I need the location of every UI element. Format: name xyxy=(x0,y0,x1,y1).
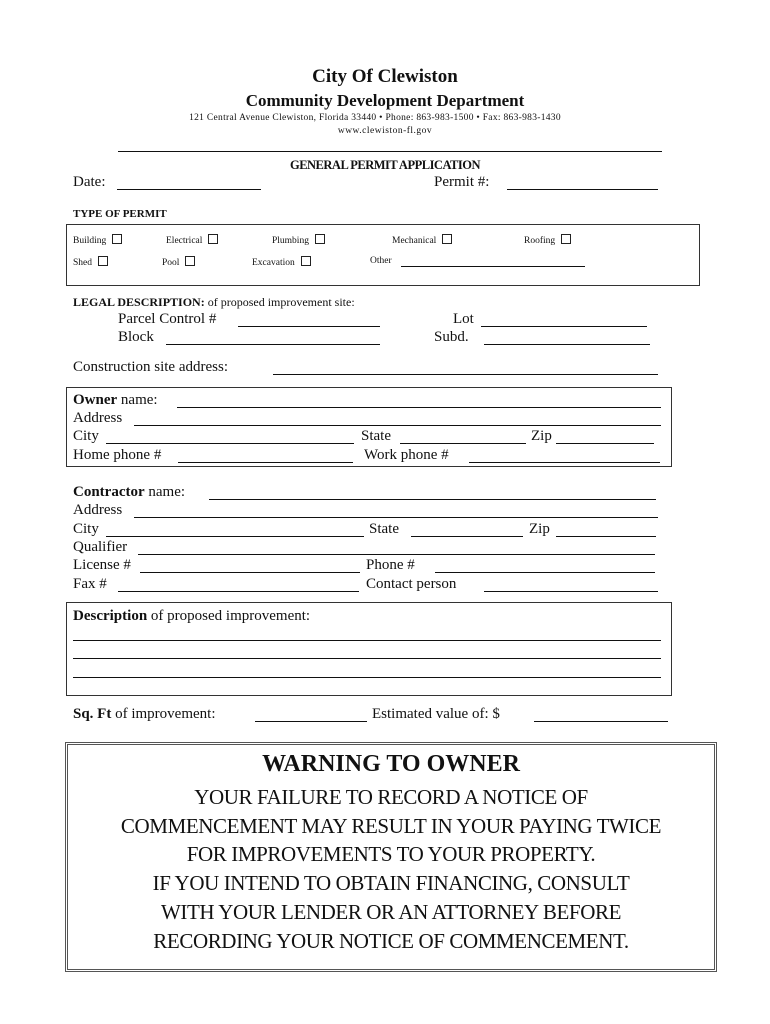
header-divider xyxy=(118,151,662,152)
owner-state-field[interactable] xyxy=(400,443,526,444)
contractor-phone-field[interactable] xyxy=(435,572,655,573)
permit-type-other-field[interactable] xyxy=(401,266,585,267)
contractor-state-label: State xyxy=(369,521,399,537)
description-line-1[interactable] xyxy=(73,640,661,641)
checkbox-icon[interactable] xyxy=(98,256,108,266)
lot-field[interactable] xyxy=(481,326,647,327)
checkbox-icon[interactable] xyxy=(561,234,571,244)
owner-city-label: City xyxy=(73,428,99,444)
contractor-phone-label: Phone # xyxy=(366,557,415,573)
permit-type-plumbing[interactable]: Plumbing xyxy=(272,234,325,246)
estimated-value-label: Estimated value of: $ xyxy=(372,706,500,722)
type-of-permit-heading: TYPE OF PERMIT xyxy=(73,208,167,220)
date-field[interactable] xyxy=(117,189,261,190)
qualifier-field[interactable] xyxy=(138,554,655,555)
description-label: Description of proposed improvement: xyxy=(73,608,311,624)
subd-label: Subd. xyxy=(434,329,469,345)
contact-person-field[interactable] xyxy=(484,591,658,592)
owner-work-phone-field[interactable] xyxy=(469,462,660,463)
checkbox-icon[interactable] xyxy=(112,234,122,244)
license-label: License # xyxy=(73,557,131,573)
contractor-name-field[interactable] xyxy=(209,499,656,500)
permit-type-other-label: Other xyxy=(370,256,392,266)
permit-type-excavation[interactable]: Excavation xyxy=(252,256,311,268)
contractor-address-label: Address xyxy=(73,502,123,518)
parcel-control-label: Parcel Control # xyxy=(118,311,217,327)
owner-home-phone-label: Home phone # xyxy=(73,447,162,463)
sqft-label: Sq. Ft of improvement: xyxy=(73,706,216,722)
contractor-zip-label: Zip xyxy=(529,521,550,537)
permit-type-electrical[interactable]: Electrical xyxy=(166,234,218,246)
owner-state-label: State xyxy=(361,428,391,444)
owner-address-label: Address xyxy=(73,410,123,426)
lot-label: Lot xyxy=(453,311,474,327)
contractor-zip-field[interactable] xyxy=(556,536,656,537)
sqft-field[interactable] xyxy=(255,721,367,722)
permit-type-roofing[interactable]: Roofing xyxy=(524,234,571,246)
estimated-value-field[interactable] xyxy=(534,721,668,722)
site-address-label: Construction site address: xyxy=(73,359,228,375)
checkbox-icon[interactable] xyxy=(315,234,325,244)
permit-type-building[interactable]: Building xyxy=(73,234,122,246)
website-link[interactable]: www.clewiston-fl.gov xyxy=(337,126,433,136)
qualifier-label: Qualifier xyxy=(73,539,128,555)
fax-field[interactable] xyxy=(118,591,359,592)
checkbox-icon[interactable] xyxy=(301,256,311,266)
parcel-control-field[interactable] xyxy=(238,326,380,327)
permit-type-shed[interactable]: Shed xyxy=(73,256,108,268)
subd-field[interactable] xyxy=(484,344,650,345)
block-field[interactable] xyxy=(166,344,380,345)
description-line-2[interactable] xyxy=(73,658,661,659)
fax-label: Fax # xyxy=(73,576,107,592)
date-label: Date: xyxy=(73,174,106,190)
description-line-3[interactable] xyxy=(73,677,661,678)
warning-title: WARNING TO OWNER xyxy=(262,751,520,777)
site-address-field[interactable] xyxy=(273,374,658,375)
owner-name-label: Owner name: xyxy=(73,392,158,408)
checkbox-icon[interactable] xyxy=(185,256,195,266)
warning-line-5: WITH YOUR LENDER OR AN ATTORNEY BEFORE xyxy=(160,900,622,924)
owner-zip-label: Zip xyxy=(531,428,552,444)
owner-city-field[interactable] xyxy=(106,443,354,444)
warning-line-2: COMMENCEMENT MAY RESULT IN YOUR PAYING TWICE xyxy=(120,814,662,838)
checkbox-icon[interactable] xyxy=(442,234,452,244)
owner-zip-field[interactable] xyxy=(556,443,654,444)
owner-home-phone-field[interactable] xyxy=(178,462,353,463)
warning-line-1: YOUR FAILURE TO RECORD A NOTICE OF xyxy=(194,785,588,809)
permit-type-mechanical[interactable]: Mechanical xyxy=(392,234,452,246)
contractor-city-label: City xyxy=(73,521,99,537)
permit-type-pool[interactable]: Pool xyxy=(162,256,195,268)
checkbox-icon[interactable] xyxy=(208,234,218,244)
warning-line-4: IF YOU INTEND TO OBTAIN FINANCING, CONSULT xyxy=(152,871,630,895)
contractor-state-field[interactable] xyxy=(411,536,523,537)
contractor-name-label: Contractor name: xyxy=(73,484,186,500)
header-address: 121 Central Avenue Clewiston, Florida 33440 • Phone: 863-983-1500 • Fax: 863-983-1430 xyxy=(189,113,561,123)
contractor-city-field[interactable] xyxy=(106,536,364,537)
warning-line-6: RECORDING YOUR NOTICE OF COMMENCEMENT. xyxy=(153,929,629,953)
owner-work-phone-label: Work phone # xyxy=(364,447,449,463)
contact-person-label: Contact person xyxy=(366,576,457,592)
warning-line-3: FOR IMPROVEMENTS TO YOUR PROPERTY. xyxy=(186,842,596,866)
block-label: Block xyxy=(118,329,154,345)
owner-name-field[interactable] xyxy=(177,407,661,408)
owner-address-field[interactable] xyxy=(134,425,661,426)
permit-number-label: Permit #: xyxy=(434,174,490,190)
license-field[interactable] xyxy=(140,572,360,573)
legal-description-heading: LEGAL DESCRIPTION: of proposed improvement site: xyxy=(73,295,355,309)
permit-number-field[interactable] xyxy=(507,189,658,190)
city-title: City Of Clewiston xyxy=(312,66,458,87)
department-title: Community Development Department xyxy=(245,91,525,110)
form-title: GENERAL PERMIT APPLICATION xyxy=(289,158,481,172)
contractor-address-field[interactable] xyxy=(134,517,658,518)
permit-type-box xyxy=(66,224,700,286)
warning-box xyxy=(65,742,717,972)
